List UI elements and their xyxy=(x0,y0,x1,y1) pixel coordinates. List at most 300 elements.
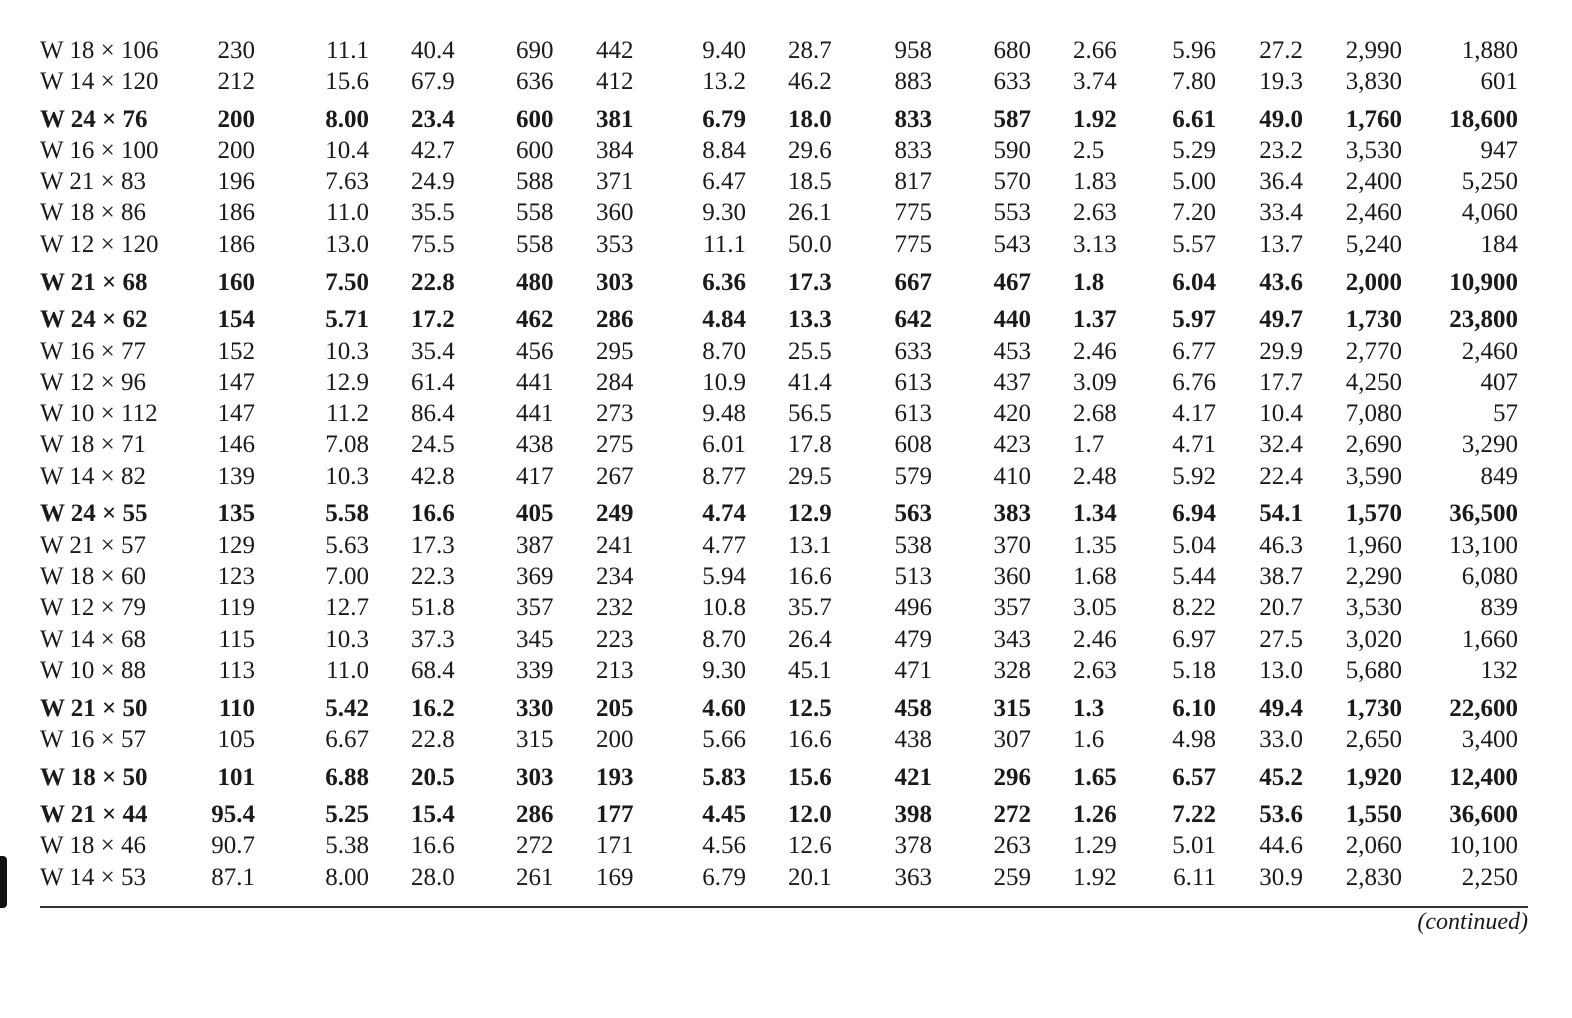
table-cell-c8: 398 xyxy=(894,801,932,828)
table-cell-c5: 442 xyxy=(596,37,634,64)
table-cell-c11: 6.57 xyxy=(1172,764,1216,791)
table-cell-c10: 2.68 xyxy=(1073,400,1117,427)
table-cell-c1: 90.7 xyxy=(211,832,255,859)
table-cell-c13: 5,680 xyxy=(1345,657,1402,684)
table-cell-c9: 296 xyxy=(993,764,1031,791)
table-cell-c4: 588 xyxy=(516,168,554,195)
table-cell-c4: 456 xyxy=(516,338,554,365)
table-cell-c2: 6.67 xyxy=(325,726,369,753)
table-cell-c8: 775 xyxy=(894,199,932,226)
table-cell-c8: 421 xyxy=(894,764,932,791)
table-cell-c2: 11.2 xyxy=(326,400,369,427)
table-cell-c4: 441 xyxy=(516,369,554,396)
table-cell-c7: 29.6 xyxy=(788,137,832,164)
table-cell-c9: 633 xyxy=(993,68,1031,95)
table-cell-c8: 642 xyxy=(894,306,932,333)
table-cell-c11: 4.71 xyxy=(1172,431,1216,458)
table-cell-c6: 9.40 xyxy=(702,37,746,64)
table-cell-c6: 6.47 xyxy=(702,168,746,195)
table-cell-c1: 154 xyxy=(217,306,255,333)
table-cell-c8: 775 xyxy=(894,231,932,258)
table-cell-c2: 11.0 xyxy=(326,199,369,226)
table-cell-c4: 480 xyxy=(516,269,554,296)
table-cell-c10: 3.05 xyxy=(1073,594,1117,621)
table-cell-c7: 18.5 xyxy=(788,168,832,195)
table-cell-c6: 9.30 xyxy=(702,199,746,226)
table-cell-c4: 387 xyxy=(516,532,554,559)
table-cell-c14: 2,460 xyxy=(1461,338,1518,365)
table-cell-c4: 558 xyxy=(516,199,554,226)
table-cell-c10: 1.26 xyxy=(1073,801,1117,828)
table-cell-c6: 6.79 xyxy=(702,106,746,133)
table-cell-c11: 6.77 xyxy=(1172,338,1216,365)
table-cell-c6: 4.45 xyxy=(702,801,746,828)
table-cell-c13: 3,530 xyxy=(1345,137,1402,164)
section-designation-cell: W 16 × 57 xyxy=(40,726,146,753)
table-cell-c14: 947 xyxy=(1480,137,1518,164)
table-row xyxy=(0,763,1572,793)
table-cell-c5: 286 xyxy=(596,306,634,333)
table-cell-c6: 6.36 xyxy=(702,269,746,296)
table-cell-c12: 23.2 xyxy=(1259,137,1303,164)
table-cell-c3: 68.4 xyxy=(411,657,455,684)
table-cell-c6: 10.9 xyxy=(702,369,746,396)
table-row xyxy=(0,430,1572,460)
table-cell-c2: 13.0 xyxy=(325,231,369,258)
table-cell-c4: 690 xyxy=(516,37,554,64)
table-cell-c10: 2.48 xyxy=(1073,463,1117,490)
table-cell-c9: 263 xyxy=(993,832,1031,859)
table-cell-c6: 4.60 xyxy=(702,695,746,722)
section-designation-cell: W 24 × 76 xyxy=(40,106,148,133)
table-cell-c5: 353 xyxy=(596,231,634,258)
table-cell-c1: 110 xyxy=(218,695,255,722)
table-cell-c11: 8.22 xyxy=(1172,594,1216,621)
table-cell-c8: 883 xyxy=(894,68,932,95)
table-cell-c8: 667 xyxy=(894,269,932,296)
table-cell-c6: 8.70 xyxy=(702,338,746,365)
table-cell-c3: 24.5 xyxy=(411,431,455,458)
table-cell-c12: 20.7 xyxy=(1259,594,1303,621)
table-cell-c3: 16.6 xyxy=(411,832,455,859)
table-cell-c13: 1,760 xyxy=(1345,106,1402,133)
table-cell-c9: 440 xyxy=(993,306,1031,333)
table-cell-c10: 2.63 xyxy=(1073,199,1117,226)
table-cell-c1: 152 xyxy=(217,338,255,365)
table-cell-c7: 26.4 xyxy=(788,626,832,653)
table-cell-c13: 1,960 xyxy=(1345,532,1402,559)
table-cell-c2: 10.4 xyxy=(325,137,369,164)
table-cell-c5: 295 xyxy=(596,338,634,365)
table-row xyxy=(0,368,1572,398)
table-cell-c12: 33.0 xyxy=(1259,726,1303,753)
table-cell-c4: 600 xyxy=(516,106,554,133)
table-cell-c9: 543 xyxy=(993,231,1031,258)
table-cell-c9: 410 xyxy=(993,463,1031,490)
table-cell-c10: 1.92 xyxy=(1073,864,1117,891)
table-cell-c12: 43.6 xyxy=(1259,269,1303,296)
table-cell-c13: 2,060 xyxy=(1345,832,1402,859)
table-cell-c4: 303 xyxy=(516,764,554,791)
table-cell-c7: 12.0 xyxy=(788,801,832,828)
table-cell-c14: 5,250 xyxy=(1461,168,1518,195)
table-cell-c9: 420 xyxy=(993,400,1031,427)
table-cell-c9: 453 xyxy=(993,338,1031,365)
table-cell-c6: 5.83 xyxy=(702,764,746,791)
table-cell-c3: 23.4 xyxy=(411,106,455,133)
section-designation-cell: W 18 × 106 xyxy=(40,37,159,64)
table-row xyxy=(0,831,1572,861)
table-cell-c8: 833 xyxy=(894,137,932,164)
table-cell-c7: 17.3 xyxy=(788,269,832,296)
table-cell-c5: 169 xyxy=(596,864,634,891)
table-cell-c5: 193 xyxy=(596,764,634,791)
table-cell-c9: 343 xyxy=(993,626,1031,653)
table-cell-c6: 13.2 xyxy=(702,68,746,95)
table-cell-c12: 33.4 xyxy=(1259,199,1303,226)
table-cell-c12: 30.9 xyxy=(1259,864,1303,891)
table-cell-c1: 135 xyxy=(217,500,255,527)
table-cell-c4: 339 xyxy=(516,657,554,684)
table-cell-c12: 13.7 xyxy=(1259,231,1303,258)
table-cell-c14: 23,800 xyxy=(1449,306,1518,333)
section-designation-cell: W 18 × 71 xyxy=(40,431,146,458)
table-cell-c9: 423 xyxy=(993,431,1031,458)
table-cell-c2: 7.50 xyxy=(325,269,369,296)
table-cell-c13: 2,690 xyxy=(1345,431,1402,458)
table-cell-c7: 26.1 xyxy=(788,199,832,226)
table-cell-c12: 27.5 xyxy=(1259,626,1303,653)
table-row xyxy=(0,305,1572,335)
section-designation-cell: W 12 × 79 xyxy=(40,594,146,621)
table-cell-c6: 4.56 xyxy=(702,832,746,859)
table-cell-c4: 636 xyxy=(516,68,554,95)
table-cell-c12: 53.6 xyxy=(1259,801,1303,828)
table-row xyxy=(0,562,1572,592)
table-cell-c10: 1.83 xyxy=(1073,168,1117,195)
table-cell-c8: 608 xyxy=(894,431,932,458)
table-cell-c11: 5.57 xyxy=(1172,231,1216,258)
table-cell-c5: 412 xyxy=(596,68,634,95)
table-cell-c1: 186 xyxy=(217,231,255,258)
table-cell-c3: 17.3 xyxy=(411,532,455,559)
table-cell-c1: 230 xyxy=(217,37,255,64)
table-cell-c7: 20.1 xyxy=(788,864,832,891)
table-cell-c13: 2,400 xyxy=(1345,168,1402,195)
section-designation-cell: W 24 × 62 xyxy=(40,306,148,333)
table-cell-c7: 16.6 xyxy=(788,726,832,753)
table-cell-c1: 105 xyxy=(217,726,255,753)
table-cell-c7: 29.5 xyxy=(788,463,832,490)
table-cell-c4: 558 xyxy=(516,231,554,258)
table-cell-c1: 95.4 xyxy=(211,801,255,828)
table-cell-c14: 10,100 xyxy=(1449,832,1518,859)
table-cell-c8: 363 xyxy=(894,864,932,891)
continued-note: (continued) xyxy=(1417,909,1528,935)
table-cell-c10: 3.74 xyxy=(1073,68,1117,95)
table-cell-c11: 5.01 xyxy=(1172,832,1216,859)
table-cell-c1: 115 xyxy=(218,626,255,653)
bottom-rule xyxy=(40,906,1528,908)
table-cell-c3: 17.2 xyxy=(411,306,455,333)
table-cell-c13: 2,290 xyxy=(1345,563,1402,590)
table-cell-c12: 49.4 xyxy=(1259,695,1303,722)
table-row xyxy=(0,531,1572,561)
table-cell-c14: 2,250 xyxy=(1461,864,1518,891)
table-cell-c6: 9.48 xyxy=(702,400,746,427)
table-cell-c13: 3,530 xyxy=(1345,594,1402,621)
table-cell-c13: 2,830 xyxy=(1345,864,1402,891)
table-cell-c2: 5.71 xyxy=(325,306,369,333)
table-cell-c4: 600 xyxy=(516,137,554,164)
section-designation-cell: W 16 × 77 xyxy=(40,338,146,365)
table-cell-c1: 160 xyxy=(217,269,255,296)
table-cell-c7: 45.1 xyxy=(788,657,832,684)
table-cell-c6: 11.1 xyxy=(703,231,746,258)
table-cell-c12: 17.7 xyxy=(1259,369,1303,396)
table-row xyxy=(0,694,1572,724)
table-cell-c7: 17.8 xyxy=(788,431,832,458)
table-cell-c12: 54.1 xyxy=(1259,500,1303,527)
section-designation-cell: W 18 × 86 xyxy=(40,199,146,226)
table-cell-c3: 40.4 xyxy=(411,37,455,64)
table-cell-c14: 3,290 xyxy=(1461,431,1518,458)
table-cell-c8: 458 xyxy=(894,695,932,722)
table-row xyxy=(0,625,1572,655)
table-cell-c14: 1,660 xyxy=(1461,626,1518,653)
section-designation-cell: W 21 × 83 xyxy=(40,168,146,195)
section-designation-cell: W 12 × 96 xyxy=(40,369,146,396)
table-cell-c10: 1.7 xyxy=(1073,431,1105,458)
table-cell-c2: 10.3 xyxy=(325,626,369,653)
table-cell-c4: 417 xyxy=(516,463,554,490)
table-cell-c5: 205 xyxy=(596,695,634,722)
table-cell-c14: 184 xyxy=(1480,231,1518,258)
table-cell-c1: 119 xyxy=(218,594,255,621)
section-designation-cell: W 18 × 46 xyxy=(40,832,146,859)
table-cell-c10: 2.46 xyxy=(1073,338,1117,365)
table-cell-c13: 2,000 xyxy=(1345,269,1402,296)
table-cell-c3: 20.5 xyxy=(411,764,455,791)
table-cell-c9: 357 xyxy=(993,594,1031,621)
table-cell-c11: 6.61 xyxy=(1172,106,1216,133)
table-cell-c9: 680 xyxy=(993,37,1031,64)
table-cell-c1: 196 xyxy=(217,168,255,195)
table-cell-c2: 5.25 xyxy=(325,801,369,828)
table-cell-c10: 1.68 xyxy=(1073,563,1117,590)
table-cell-c3: 16.2 xyxy=(411,695,455,722)
table-cell-c9: 370 xyxy=(993,532,1031,559)
table-cell-c3: 22.8 xyxy=(411,269,455,296)
table-cell-c9: 272 xyxy=(993,801,1031,828)
table-cell-c14: 13,100 xyxy=(1449,532,1518,559)
table-cell-c11: 6.04 xyxy=(1172,269,1216,296)
table-cell-c11: 6.11 xyxy=(1173,864,1216,891)
table-row xyxy=(0,268,1572,298)
table-cell-c13: 2,770 xyxy=(1345,338,1402,365)
section-designation-cell: W 14 × 82 xyxy=(40,463,146,490)
table-cell-c10: 1.6 xyxy=(1073,726,1105,753)
table-cell-c11: 7.22 xyxy=(1172,801,1216,828)
table-cell-c12: 22.4 xyxy=(1259,463,1303,490)
table-cell-c4: 405 xyxy=(516,500,554,527)
table-cell-c11: 7.80 xyxy=(1172,68,1216,95)
table-cell-c14: 407 xyxy=(1480,369,1518,396)
table-cell-c11: 5.29 xyxy=(1172,137,1216,164)
table-row xyxy=(0,499,1572,529)
table-cell-c9: 307 xyxy=(993,726,1031,753)
table-cell-c13: 4,250 xyxy=(1345,369,1402,396)
table-cell-c5: 371 xyxy=(596,168,634,195)
table-cell-c11: 4.17 xyxy=(1172,400,1216,427)
table-cell-c3: 42.7 xyxy=(411,137,455,164)
table-cell-c10: 2.63 xyxy=(1073,657,1117,684)
table-cell-c9: 259 xyxy=(993,864,1031,891)
table-row xyxy=(0,230,1572,260)
table-cell-c5: 381 xyxy=(596,106,634,133)
table-cell-c5: 303 xyxy=(596,269,634,296)
section-designation-cell: W 10 × 88 xyxy=(40,657,146,684)
table-cell-c8: 833 xyxy=(894,106,932,133)
table-cell-c3: 15.4 xyxy=(411,801,455,828)
table-cell-c7: 46.2 xyxy=(788,68,832,95)
table-cell-c8: 479 xyxy=(894,626,932,653)
table-cell-c9: 570 xyxy=(993,168,1031,195)
table-cell-c2: 12.9 xyxy=(325,369,369,396)
table-cell-c10: 2.46 xyxy=(1073,626,1117,653)
table-row xyxy=(0,800,1572,830)
table-cell-c11: 5.18 xyxy=(1172,657,1216,684)
table-cell-c2: 10.3 xyxy=(325,338,369,365)
table-cell-c10: 3.09 xyxy=(1073,369,1117,396)
table-cell-c2: 5.42 xyxy=(325,695,369,722)
table-cell-c8: 563 xyxy=(894,500,932,527)
table-cell-c3: 35.5 xyxy=(411,199,455,226)
table-cell-c10: 1.65 xyxy=(1073,764,1117,791)
table-cell-c13: 3,830 xyxy=(1345,68,1402,95)
table-cell-c11: 7.20 xyxy=(1172,199,1216,226)
table-cell-c12: 38.7 xyxy=(1259,563,1303,590)
table-cell-c9: 383 xyxy=(993,500,1031,527)
table-cell-c14: 601 xyxy=(1480,68,1518,95)
section-designation-cell: W 21 × 68 xyxy=(40,269,148,296)
table-cell-c11: 4.98 xyxy=(1172,726,1216,753)
table-cell-c10: 2.66 xyxy=(1073,37,1117,64)
table-cell-c9: 590 xyxy=(993,137,1031,164)
table-cell-c4: 369 xyxy=(516,563,554,590)
table-row xyxy=(0,105,1572,135)
table-cell-c4: 441 xyxy=(516,400,554,427)
section-designation-cell: W 18 × 60 xyxy=(40,563,146,590)
table-cell-c3: 42.8 xyxy=(411,463,455,490)
table-row xyxy=(0,337,1572,367)
table-cell-c5: 213 xyxy=(596,657,634,684)
table-cell-c6: 8.77 xyxy=(702,463,746,490)
table-row xyxy=(0,593,1572,623)
table-cell-c13: 2,650 xyxy=(1345,726,1402,753)
table-cell-c4: 462 xyxy=(516,306,554,333)
table-cell-c12: 19.3 xyxy=(1259,68,1303,95)
section-designation-cell: W 10 × 112 xyxy=(40,400,158,427)
table-cell-c14: 12,400 xyxy=(1449,764,1518,791)
table-cell-c7: 12.5 xyxy=(788,695,832,722)
table-cell-c2: 12.7 xyxy=(325,594,369,621)
table-cell-c13: 2,990 xyxy=(1345,37,1402,64)
table-cell-c2: 8.00 xyxy=(325,106,369,133)
table-cell-c4: 315 xyxy=(516,726,554,753)
table-cell-c10: 1.34 xyxy=(1073,500,1117,527)
table-cell-c2: 11.1 xyxy=(326,37,369,64)
section-designation-cell: W 21 × 44 xyxy=(40,801,148,828)
table-cell-c6: 5.94 xyxy=(702,563,746,590)
table-cell-c6: 9.30 xyxy=(702,657,746,684)
table-cell-c10: 1.3 xyxy=(1073,695,1105,722)
table-cell-c10: 1.35 xyxy=(1073,532,1117,559)
table-cell-c12: 49.7 xyxy=(1259,306,1303,333)
table-cell-c7: 25.5 xyxy=(788,338,832,365)
table-cell-c6: 10.8 xyxy=(702,594,746,621)
table-cell-c2: 7.00 xyxy=(325,563,369,590)
table-cell-c12: 32.4 xyxy=(1259,431,1303,458)
table-cell-c7: 28.7 xyxy=(788,37,832,64)
table-cell-c6: 5.66 xyxy=(702,726,746,753)
table-cell-c3: 51.8 xyxy=(411,594,455,621)
section-designation-cell: W 14 × 68 xyxy=(40,626,146,653)
section-designation-cell: W 21 × 57 xyxy=(40,532,146,559)
table-cell-c1: 87.1 xyxy=(211,864,255,891)
table-cell-c14: 57 xyxy=(1493,400,1518,427)
table-cell-c7: 12.6 xyxy=(788,832,832,859)
table-cell-c7: 15.6 xyxy=(788,764,832,791)
table-cell-c8: 471 xyxy=(894,657,932,684)
table-cell-c5: 267 xyxy=(596,463,634,490)
table-cell-c6: 4.77 xyxy=(702,532,746,559)
table-cell-c1: 186 xyxy=(217,199,255,226)
table-cell-c4: 261 xyxy=(516,864,554,891)
page-edge-tab-mark xyxy=(0,856,7,908)
table-cell-c12: 29.9 xyxy=(1259,338,1303,365)
table-cell-c14: 4,060 xyxy=(1461,199,1518,226)
table-cell-c3: 16.6 xyxy=(411,500,455,527)
table-cell-c1: 113 xyxy=(218,657,255,684)
table-cell-c11: 5.00 xyxy=(1172,168,1216,195)
section-designation-cell: W 12 × 120 xyxy=(40,231,159,258)
table-cell-c5: 200 xyxy=(596,726,634,753)
table-cell-c12: 46.3 xyxy=(1259,532,1303,559)
table-cell-c14: 36,600 xyxy=(1449,801,1518,828)
section-designation-cell: W 16 × 100 xyxy=(40,137,159,164)
table-cell-c12: 36.4 xyxy=(1259,168,1303,195)
table-cell-c1: 212 xyxy=(217,68,255,95)
table-row xyxy=(0,656,1572,686)
table-cell-c5: 384 xyxy=(596,137,634,164)
table-cell-c7: 13.3 xyxy=(788,306,832,333)
table-cell-c1: 146 xyxy=(217,431,255,458)
table-cell-c10: 1.37 xyxy=(1073,306,1117,333)
table-cell-c13: 7,080 xyxy=(1345,400,1402,427)
table-cell-c11: 5.97 xyxy=(1172,306,1216,333)
table-cell-c1: 200 xyxy=(217,137,255,164)
table-cell-c1: 101 xyxy=(217,764,255,791)
table-cell-c9: 315 xyxy=(993,695,1031,722)
table-cell-c13: 1,730 xyxy=(1345,306,1402,333)
table-cell-c5: 275 xyxy=(596,431,634,458)
table-cell-c8: 579 xyxy=(894,463,932,490)
table-cell-c11: 6.97 xyxy=(1172,626,1216,653)
table-cell-c6: 4.84 xyxy=(702,306,746,333)
table-cell-c11: 6.94 xyxy=(1172,500,1216,527)
table-cell-c1: 139 xyxy=(217,463,255,490)
